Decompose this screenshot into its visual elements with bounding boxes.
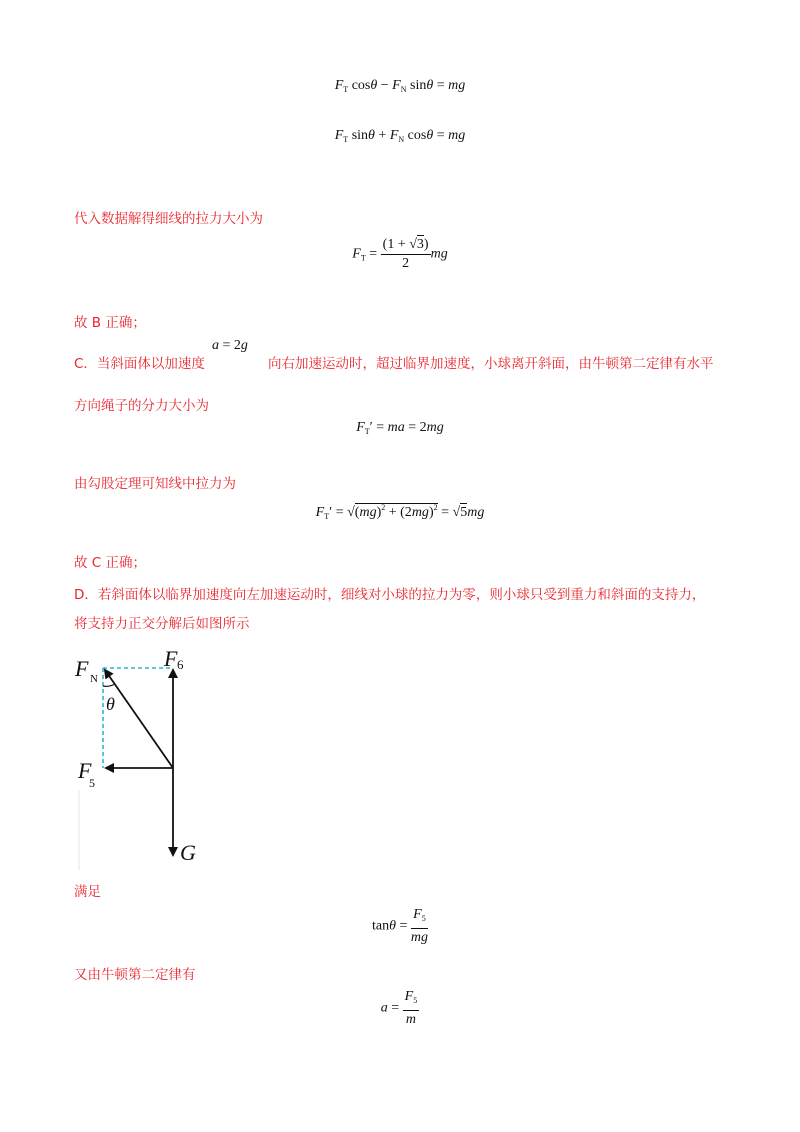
equation-2: $F_T$ $\sin\theta + F_N$ cosθ = mg: [334, 128, 466, 144]
text-line-7: D．若斜面体以临界加速度向左加速运动时，细线对小球的拉力为零，则小球只受到重力和斜面的支持力，: [74, 587, 706, 603]
text-line-3a: C．当斜面体以加速度: [74, 356, 205, 372]
label-f5-sub: 5: [89, 776, 95, 790]
text-line-10: 又由牛顿第二定律有: [74, 967, 196, 983]
text-line-9: 满足: [74, 884, 101, 900]
label-theta: θ: [106, 694, 115, 714]
equation-6: tanθ = $\frac{F_5}{mg}$: [371, 907, 429, 945]
text-line-4: 方向绳子的分力大小为: [74, 398, 209, 414]
equation-4: $F_T'$ = ma = 2mg: [356, 420, 444, 436]
label-f6-sub: 6: [177, 657, 184, 672]
inline-equation-a: a = 2g: [212, 338, 248, 353]
text-line-6: 故 C 正确；: [74, 555, 147, 571]
label-f6: F: [164, 646, 178, 671]
equation-3: $F_T$ = $\frac{(1 + √3)}{2}$ mg: [352, 237, 448, 271]
theta-arc: [103, 684, 115, 686]
text-line-8: 将支持力正交分解后如图所示: [74, 616, 250, 632]
equation-5: $F_T' = √(mg)^2 + (2mg)^2 = √5mg$: [315, 503, 485, 521]
label-f5: F: [78, 758, 92, 783]
text-line-2: 故 B 正确；: [74, 315, 146, 331]
force-diagram: [70, 640, 220, 870]
label-fn-sub: N: [90, 673, 98, 685]
fn-arrow: [105, 670, 173, 768]
text-line-3b: 向右加速运动时，超过临界加速度，小球离开斜面，由牛顿第二定律有水平: [268, 356, 714, 372]
text-line-1: 代入数据解得细线的拉力大小为: [74, 211, 263, 227]
text-line-5: 由勾股定理可知线中拉力为: [74, 476, 236, 492]
label-g: G: [180, 840, 196, 865]
label-fn: F: [75, 656, 89, 681]
equation-7: a = $\frac{F_5}{m}$: [380, 989, 418, 1027]
equation-1: $F_T$ $\cos\theta - F_N$ sinθ = mg: [334, 78, 466, 94]
